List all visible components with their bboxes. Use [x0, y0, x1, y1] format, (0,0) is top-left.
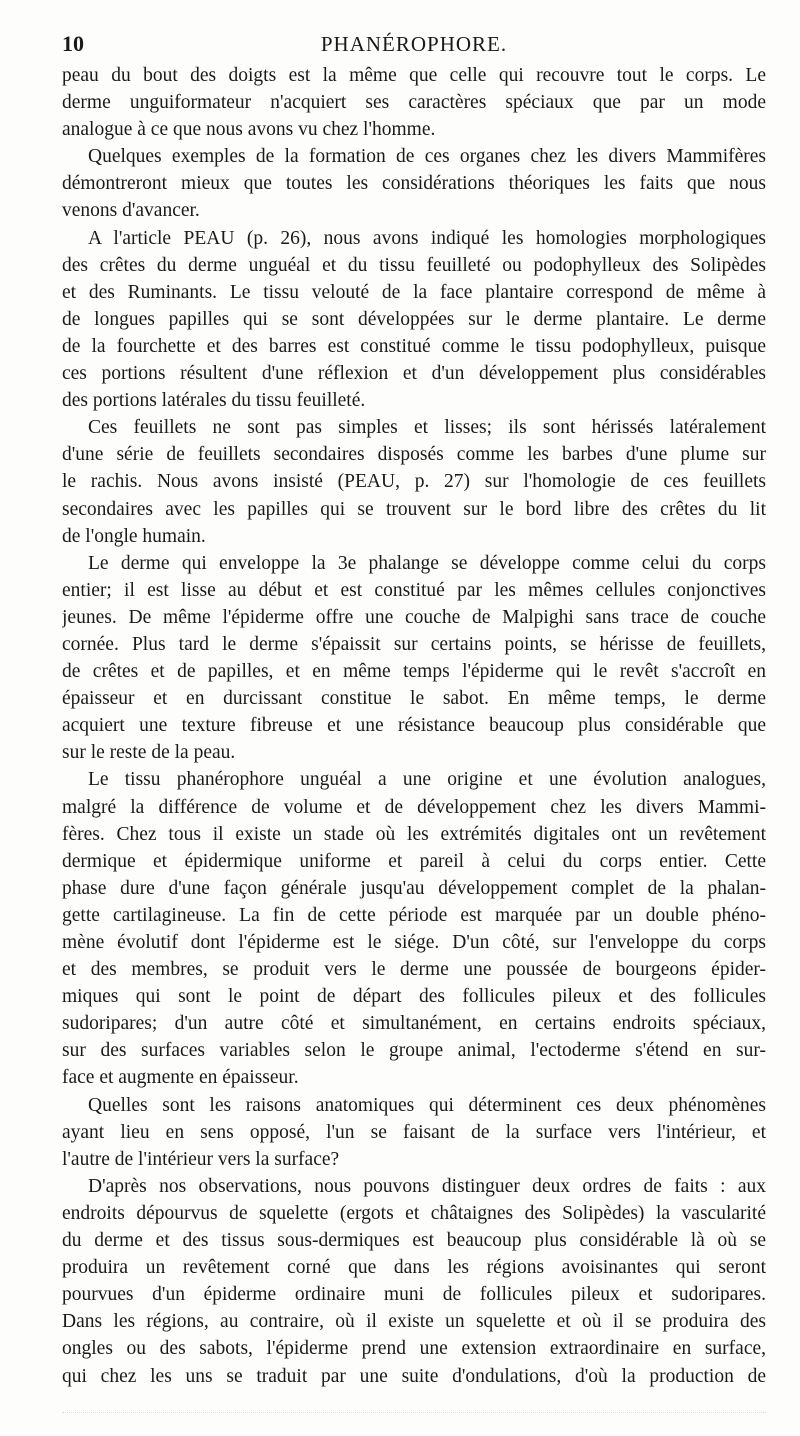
text-line: face et augmente en épaisseur.: [62, 1067, 299, 1089]
text-line: ces portions résultent d'une réflexion et d'un développement plus considérables: [62, 363, 766, 385]
text-line: miques qui sont le point de départ des follicules pileux et des follicules: [62, 986, 766, 1008]
text-line: analogue à ce que nous avons vu chez l'homme.: [62, 119, 436, 141]
text-line: acquiert une texture fibreuse et une résistance beaucoup plus considérable que: [62, 715, 766, 737]
text-line: des portions latérales du tissu feuilleté.: [62, 390, 366, 412]
text-line: peau du bout des doigts est la même que celle qui recouvre tout le corps. Le: [62, 65, 766, 86]
text-line: derme unguiformateur n'acquiert ses caractères spéciaux que par un mode: [62, 92, 766, 114]
text-line: et des Ruminants. Le tissu velouté de la face plantaire correspond de même à: [62, 281, 766, 303]
text-line: le rachis. Nous avons insisté (PEAU, p. 27) sur l'homologie de ces feuillets: [62, 471, 766, 493]
text-line: des crêtes du derme unguéal et du tissu feuilleté ou podophylleux des Solipèdes: [62, 254, 766, 276]
text-line: l'autre de l'intérieur vers la surface?: [62, 1148, 340, 1170]
text-line: Quelques exemples de la formation de ces organes chez les divers Mammifères: [88, 146, 766, 168]
text-line: Dans les régions, au contraire, où il existe un squelette et où il se produira des: [62, 1311, 766, 1333]
text-line: cornée. Plus tard le derme s'épaissit sur certains points, se hérisse de feuillets,: [62, 633, 766, 655]
text-line: d'une série de feuillets secondaires disposés comme les barbes d'une plume sur: [62, 444, 766, 466]
text-line: Ces feuillets ne sont pas simples et lisses; ils sont hérissés latéralement: [88, 417, 766, 439]
text-line: sur le reste de la peau.: [62, 742, 236, 764]
text-line: ongles ou des sabots, l'épiderme prend une extension extraordinaire en surface,: [62, 1338, 766, 1360]
text-line: épaisseur et en durcissant constitue le sabot. En même temps, le derme: [62, 688, 766, 710]
text-line: jeunes. De même l'épiderme offre une couche de Malpighi sans trace de couche: [62, 606, 766, 628]
text-line: sudoripares; d'un autre côté et simultanément, en certains endroits spéciaux,: [62, 1013, 766, 1035]
page-number: 10: [62, 31, 84, 56]
text-line: secondaires avec les papilles qui se trouvent sur le bord libre des crêtes du lit: [62, 498, 766, 520]
text-line: fères. Chez tous il existe un stade où les extrémités digitales ont un revêtement: [62, 823, 766, 845]
text-line: de crêtes et de papilles, et en même temps l'épiderme qui le revêt s'accroît en: [62, 661, 766, 683]
text-line: endroits dépourvus de squelette (ergots et châtaignes des Solipèdes) la vascularité: [62, 1202, 766, 1224]
text-line: Le derme qui enveloppe la 3e phalange se développe comme celui du corps: [88, 552, 766, 574]
text-line: et des membres, se produit vers le derme une poussée de bourgeons épider-: [62, 959, 766, 981]
text-line: dermique et épidermique uniforme et pareil à celui du corps entier. Cette: [62, 850, 766, 872]
text-line: produira un revêtement corné que dans les régions avoisinantes qui seront: [62, 1257, 766, 1279]
text-line: mène évolutif dont l'épiderme est le siége. D'un côté, sur l'enveloppe du corps: [62, 932, 766, 953]
text-line: venons d'avancer.: [62, 200, 200, 222]
text-line: de l'ongle humain.: [62, 525, 206, 547]
text-line: phase dure d'une façon générale jusqu'au développement complet de la phalan-: [62, 877, 766, 899]
page-bottom-edge: [62, 1412, 766, 1417]
text-line: sur des surfaces variables selon le groupe animal, l'ectoderme s'étend en sur-: [62, 1040, 766, 1062]
text-line: pourvues d'un épiderme ordinaire muni de follicules pileux et sudoripares.: [62, 1284, 766, 1306]
text-line: gette cartilagineuse. La fin de cette période est marquée par un double phéno-: [62, 904, 766, 926]
text-line: qui chez les uns se traduit par une suite d'ondulations, d'où la production de: [62, 1365, 766, 1387]
body-text: [62, 62, 766, 1390]
text-line: démontreront mieux que toutes les considérations théoriques les faits que nous: [62, 173, 766, 195]
text-line: de longues papilles qui se sont développées sur le derme plantaire. Le derme: [62, 308, 766, 330]
text-line: Quelles sont les raisons anatomiques qui déterminent ces deux phénomènes: [88, 1094, 766, 1116]
text-line: D'après nos observations, nous pouvons distinguer deux ordres de faits : aux: [88, 1175, 766, 1197]
text-line: malgré la différence de volume et de développement chez les divers Mammi-: [62, 796, 766, 818]
text-line: du derme et des tissus sous-dermiques est beaucoup plus considérable là où se: [62, 1230, 766, 1252]
running-title: PHANÉROPHORE.: [320, 32, 508, 56]
text-line: de la fourchette et des barres est constitué comme le tissu podophylleux, puisque: [62, 335, 766, 357]
text-line: Le tissu phanérophore unguéal a une origine et une évolution analogues,: [88, 769, 766, 791]
text-line: entier; il est lisse au début et est constitué par les mêmes cellules conjonctives: [62, 579, 766, 601]
text-line: A l'article PEAU (p. 26), nous avons indiqué les homologies morphologiques: [88, 227, 766, 249]
text-line: ayant lieu en sens opposé, l'un se faisant de la surface vers l'intérieur, et: [62, 1121, 766, 1143]
page-header: [62, 30, 766, 58]
